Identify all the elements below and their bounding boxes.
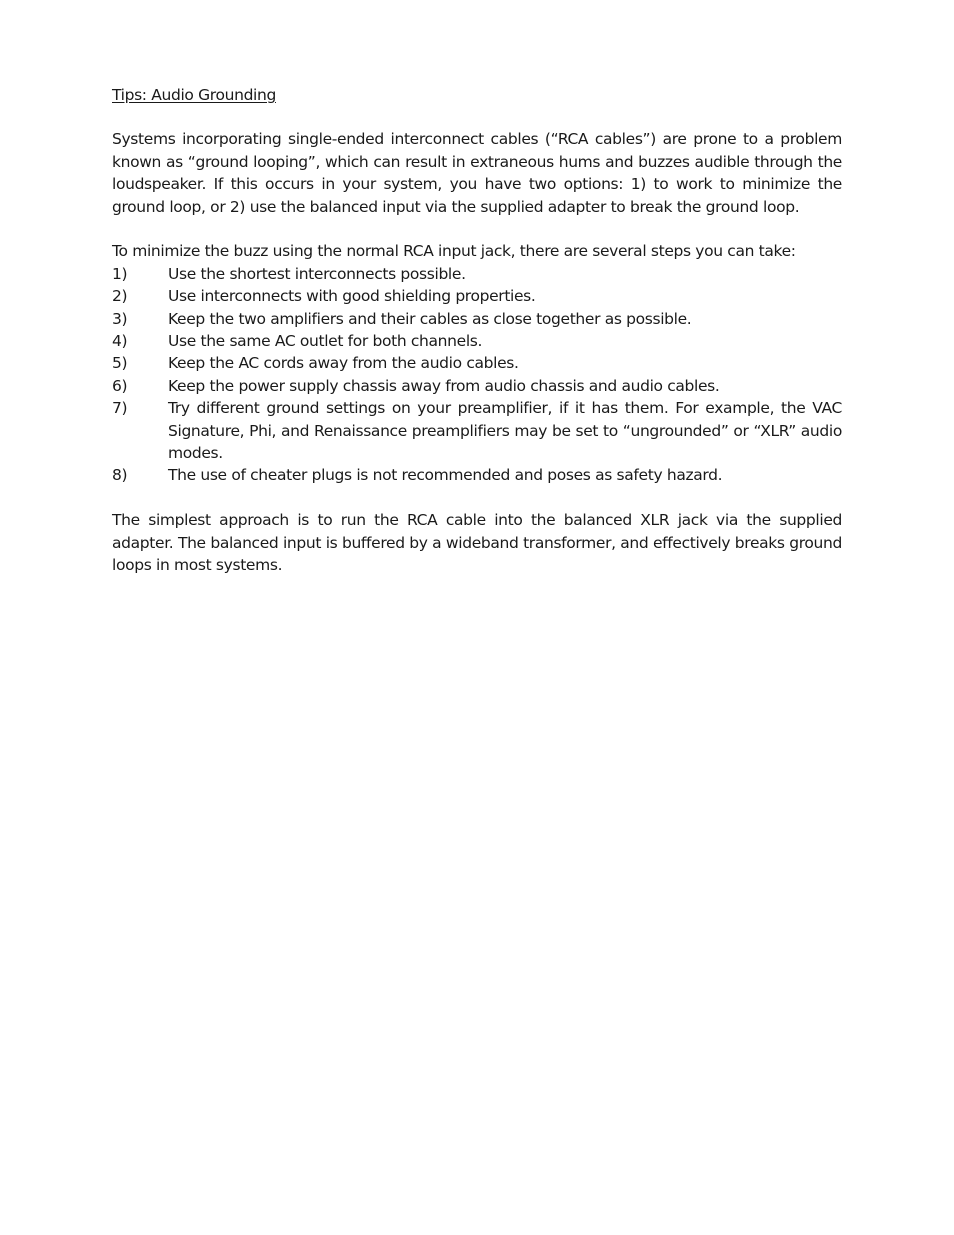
list-item-text: Keep the AC cords away from the audio cables. bbox=[168, 354, 519, 373]
list-item-number: 4) bbox=[112, 332, 128, 351]
list-item-number: 7) bbox=[112, 399, 128, 418]
list-item bbox=[112, 464, 842, 486]
list-item-number: 3) bbox=[112, 309, 128, 328]
document-page bbox=[112, 84, 842, 577]
paragraph-gap bbox=[112, 487, 842, 509]
steps-list bbox=[112, 263, 842, 487]
list-item bbox=[112, 375, 842, 397]
steps-intro: To minimize the buzz using the normal RCA input jack, there are several steps you can take: bbox=[112, 242, 796, 261]
list-item-number: 8) bbox=[112, 466, 128, 485]
list-item-text: Keep the power supply chassis away from audio chassis and audio cables. bbox=[168, 376, 720, 395]
list-item-text: Try different ground settings on your preamplifier, if it has them. For example, the VAC Signature, Phi, and Renaissance preamplifiers may be set to “ungrounded” or “XLR” audio modes. bbox=[168, 399, 842, 463]
list-item-number: 1) bbox=[112, 264, 128, 283]
list-item-text: Keep the two amplifiers and their cables as close together as possible. bbox=[168, 309, 692, 328]
list-item-text: Use the shortest interconnects possible. bbox=[168, 264, 466, 283]
list-item bbox=[112, 330, 842, 352]
list-item-text: The use of cheater plugs is not recommended and poses as safety hazard. bbox=[168, 466, 723, 485]
closing-paragraph: The simplest approach is to run the RCA cable into the balanced XLR jack via the supplied adapter. The balanced input is buffered by a wideband transformer, and effectively breaks ground loops in most systems. bbox=[112, 511, 842, 575]
paragraph-gap bbox=[112, 218, 842, 240]
intro-paragraph: Systems incorporating single-ended interconnect cables (“RCA cables”) are prone to a problem known as “ground looping”, which can result in extraneous hums and buzzes audible through the loudspeaker. If this occurs in your system, you have two options: 1) to work to minimize the ground loop, or 2) use the balanced input via the supplied adapter to break the ground loop. bbox=[112, 130, 842, 216]
list-item bbox=[112, 308, 842, 330]
list-item-number: 5) bbox=[112, 354, 128, 373]
list-item-text: Use the same AC outlet for both channels. bbox=[168, 332, 483, 351]
list-item-number: 6) bbox=[112, 376, 128, 395]
list-item-text: Use interconnects with good shielding properties. bbox=[168, 287, 536, 306]
section-heading: Tips: Audio Grounding bbox=[112, 86, 276, 104]
list-item bbox=[112, 263, 842, 285]
list-item bbox=[112, 285, 842, 307]
list-item-number: 2) bbox=[112, 287, 128, 306]
list-item bbox=[112, 352, 842, 374]
list-item bbox=[112, 397, 842, 464]
